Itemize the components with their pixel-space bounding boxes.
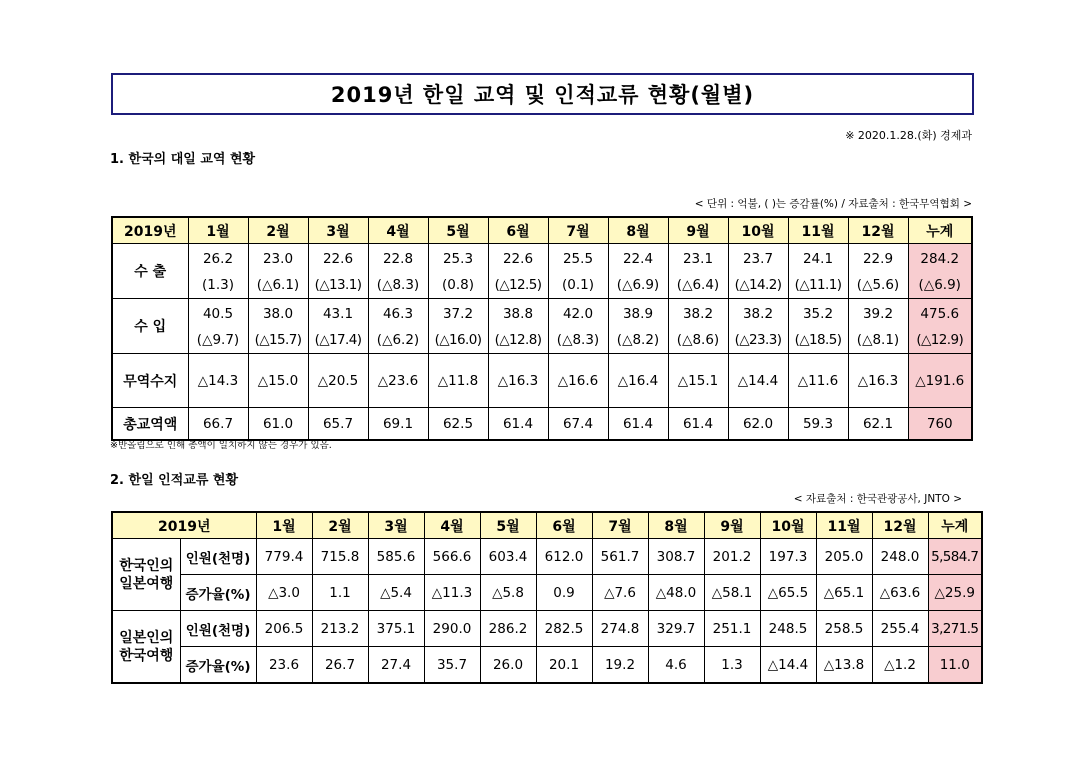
kr-people-cell: 5,584.7 [928, 539, 982, 575]
import-value-cell: 39.2 [848, 299, 908, 328]
total-cell: 61.0 [248, 408, 308, 441]
total-row [112, 408, 972, 441]
jp-rate-cell: 26.7 [312, 647, 368, 684]
header-cell: 3월 [368, 512, 424, 539]
total-cell: 61.4 [488, 408, 548, 441]
header-cell: 10월 [760, 512, 816, 539]
jp-rate-cell: △1.2 [872, 647, 928, 684]
export-value-cell: 284.2 [908, 244, 972, 273]
kr-people-row [112, 539, 982, 575]
import-rate-row [112, 327, 972, 354]
import-rate-cell: (△8.1) [848, 327, 908, 354]
header-cell: 2019년 [112, 512, 256, 539]
import-rate-cell: (△17.4) [308, 327, 368, 354]
export-rate-cell: (0.8) [428, 272, 488, 299]
kr-rate-cell: △11.3 [424, 575, 480, 611]
exchange-header-row [112, 512, 982, 539]
jp-group-label: 일본인의 한국여행 [112, 611, 180, 684]
kr-people-cell: 197.3 [760, 539, 816, 575]
export-value-cell: 25.5 [548, 244, 608, 273]
total-cell: 65.7 [308, 408, 368, 441]
kr-rate-cell: 0.9 [536, 575, 592, 611]
kr-rate-cell: △58.1 [704, 575, 760, 611]
header-cell: 2월 [312, 512, 368, 539]
export-rate-cell: (△11.1) [788, 272, 848, 299]
balance-cell: △11.8 [428, 354, 488, 408]
balance-cell: △191.6 [908, 354, 972, 408]
jp-people-cell: 255.4 [872, 611, 928, 647]
jp-people-cell: 282.5 [536, 611, 592, 647]
kr-people-cell: 779.4 [256, 539, 312, 575]
date-note: ※ 2020.1.28.(화) 경제과 [845, 129, 972, 142]
kr-people-cell: 715.8 [312, 539, 368, 575]
total-cell: 67.4 [548, 408, 608, 441]
header-cell: 12월 [872, 512, 928, 539]
total-cell: 760 [908, 408, 972, 441]
import-value-cell: 42.0 [548, 299, 608, 328]
export-rate-cell: (△13.1) [308, 272, 368, 299]
header-cell: 3월 [308, 217, 368, 244]
import-rate-cell: (△12.9) [908, 327, 972, 354]
jp-people-cell: 290.0 [424, 611, 480, 647]
kr-rate-cell: △63.6 [872, 575, 928, 611]
export-value-cell: 22.4 [608, 244, 668, 273]
trade-table [111, 216, 973, 441]
header-cell: 누계 [908, 217, 972, 244]
header-cell: 11월 [816, 512, 872, 539]
header-cell: 9월 [704, 512, 760, 539]
jp-rate-cell: 11.0 [928, 647, 982, 684]
header-cell: 8월 [608, 217, 668, 244]
export-value-cell: 24.1 [788, 244, 848, 273]
jp-people-cell: 251.1 [704, 611, 760, 647]
section2-heading: 2. 한일 인적교류 현황 [110, 473, 239, 488]
header-cell: 1월 [256, 512, 312, 539]
kr-people-cell: 561.7 [592, 539, 648, 575]
jp-people-row [112, 611, 982, 647]
export-rate-row [112, 272, 972, 299]
header-cell: 10월 [728, 217, 788, 244]
header-cell: 1월 [188, 217, 248, 244]
import-value-cell: 43.1 [308, 299, 368, 328]
import-value-cell: 38.9 [608, 299, 668, 328]
rounding-footnote: ※반올림으로 인해 총액이 일치하지 않는 경우가 있음. [110, 440, 332, 451]
jp-rate-cell: 4.6 [648, 647, 704, 684]
total-cell: 69.1 [368, 408, 428, 441]
export-value-cell: 23.1 [668, 244, 728, 273]
jp-people-cell: 286.2 [480, 611, 536, 647]
kr-people-cell: 566.6 [424, 539, 480, 575]
export-value-cell: 26.2 [188, 244, 248, 273]
jp-rate-cell: 26.0 [480, 647, 536, 684]
kr-people-cell: 612.0 [536, 539, 592, 575]
export-rate-cell: (△5.6) [848, 272, 908, 299]
export-value-row [112, 244, 972, 273]
import-rate-cell: (△8.6) [668, 327, 728, 354]
unit-note: < 단위 : 억불, ( )는 증감률(%) / 자료출처 : 한국무역협회 > [694, 198, 972, 210]
jp-people-cell: 248.5 [760, 611, 816, 647]
jp-rate-row [112, 647, 982, 684]
jp-rate-cell: △13.8 [816, 647, 872, 684]
total-cell: 62.5 [428, 408, 488, 441]
import-value-cell: 38.2 [668, 299, 728, 328]
balance-cell: △11.6 [788, 354, 848, 408]
import-rate-cell: (△18.5) [788, 327, 848, 354]
jp-people-cell: 375.1 [368, 611, 424, 647]
kr-people-cell: 205.0 [816, 539, 872, 575]
header-cell: 7월 [548, 217, 608, 244]
export-value-cell: 22.8 [368, 244, 428, 273]
kr-rate-cell: △65.1 [816, 575, 872, 611]
header-cell: 4월 [424, 512, 480, 539]
kr-group-label: 한국인의 일본여행 [112, 539, 180, 611]
import-rate-cell: (△8.3) [548, 327, 608, 354]
total-cell: 59.3 [788, 408, 848, 441]
page-title: 2019년 한일 교역 및 인적교류 현황(월별) [111, 73, 974, 115]
kr-rate-cell: △5.8 [480, 575, 536, 611]
jp-people-cell: 258.5 [816, 611, 872, 647]
import-label: 수 입 [112, 299, 188, 354]
balance-cell: △20.5 [308, 354, 368, 408]
import-value-cell: 35.2 [788, 299, 848, 328]
import-value-row [112, 299, 972, 328]
import-value-cell: 46.3 [368, 299, 428, 328]
jp-rate-cell: 20.1 [536, 647, 592, 684]
export-rate-cell: (△8.3) [368, 272, 428, 299]
total-cell: 62.1 [848, 408, 908, 441]
balance-label: 무역수지 [112, 354, 188, 408]
kr-rate-cell: △3.0 [256, 575, 312, 611]
jp-rate-cell: 27.4 [368, 647, 424, 684]
export-value-cell: 23.0 [248, 244, 308, 273]
import-rate-cell: (△12.8) [488, 327, 548, 354]
jp-rate-cell: 23.6 [256, 647, 312, 684]
balance-cell: △16.4 [608, 354, 668, 408]
header-cell: 4월 [368, 217, 428, 244]
import-rate-cell: (△9.7) [188, 327, 248, 354]
export-value-cell: 23.7 [728, 244, 788, 273]
kr-rate-row [112, 575, 982, 611]
total-cell: 66.7 [188, 408, 248, 441]
trade-header-row [112, 217, 972, 244]
balance-cell: △14.3 [188, 354, 248, 408]
import-rate-cell: (△15.7) [248, 327, 308, 354]
import-value-cell: 37.2 [428, 299, 488, 328]
header-cell: 9월 [668, 217, 728, 244]
kr-people-cell: 248.0 [872, 539, 928, 575]
kr-rate-cell: △5.4 [368, 575, 424, 611]
people-label: 인원(천명) [180, 539, 256, 575]
header-cell: 6월 [488, 217, 548, 244]
import-value-cell: 38.0 [248, 299, 308, 328]
import-value-cell: 38.2 [728, 299, 788, 328]
header-cell: 11월 [788, 217, 848, 244]
export-rate-cell: (△6.4) [668, 272, 728, 299]
kr-people-cell: 585.6 [368, 539, 424, 575]
balance-cell: △16.6 [548, 354, 608, 408]
kr-rate-cell: △48.0 [648, 575, 704, 611]
balance-cell: △15.1 [668, 354, 728, 408]
jp-rate-cell: △14.4 [760, 647, 816, 684]
total-label: 총교역액 [112, 408, 188, 441]
total-cell: 62.0 [728, 408, 788, 441]
kr-rate-cell: △7.6 [592, 575, 648, 611]
header-cell: 6월 [536, 512, 592, 539]
people-label: 인원(천명) [180, 611, 256, 647]
header-cell: 5월 [480, 512, 536, 539]
total-cell: 61.4 [608, 408, 668, 441]
rate-label: 증가율(%) [180, 575, 256, 611]
import-rate-cell: (△8.2) [608, 327, 668, 354]
import-value-cell: 40.5 [188, 299, 248, 328]
export-rate-cell: (△12.5) [488, 272, 548, 299]
jp-people-cell: 329.7 [648, 611, 704, 647]
exchange-table [111, 511, 983, 684]
export-rate-cell: (△6.1) [248, 272, 308, 299]
jp-people-cell: 206.5 [256, 611, 312, 647]
source-note: < 자료출처 : 한국관광공사, JNTO > [793, 493, 962, 505]
export-rate-cell: (1.3) [188, 272, 248, 299]
export-rate-cell: (0.1) [548, 272, 608, 299]
jp-people-cell: 3,271.5 [928, 611, 982, 647]
header-cell: 8월 [648, 512, 704, 539]
balance-cell: △15.0 [248, 354, 308, 408]
jp-rate-cell: 1.3 [704, 647, 760, 684]
kr-rate-cell: 1.1 [312, 575, 368, 611]
export-value-cell: 22.6 [488, 244, 548, 273]
kr-rate-cell: △65.5 [760, 575, 816, 611]
import-value-cell: 475.6 [908, 299, 972, 328]
export-rate-cell: (△6.9) [908, 272, 972, 299]
kr-people-cell: 201.2 [704, 539, 760, 575]
balance-cell: △16.3 [848, 354, 908, 408]
total-cell: 61.4 [668, 408, 728, 441]
kr-people-cell: 603.4 [480, 539, 536, 575]
header-cell: 2월 [248, 217, 308, 244]
jp-rate-cell: 35.7 [424, 647, 480, 684]
balance-cell: △14.4 [728, 354, 788, 408]
export-value-cell: 22.6 [308, 244, 368, 273]
jp-rate-cell: 19.2 [592, 647, 648, 684]
kr-people-cell: 308.7 [648, 539, 704, 575]
header-cell: 2019년 [112, 217, 188, 244]
section1-heading: 1. 한국의 대일 교역 현황 [110, 152, 256, 167]
rate-label: 증가율(%) [180, 647, 256, 684]
export-value-cell: 25.3 [428, 244, 488, 273]
import-value-cell: 38.8 [488, 299, 548, 328]
balance-cell: △16.3 [488, 354, 548, 408]
import-rate-cell: (△16.0) [428, 327, 488, 354]
header-cell: 12월 [848, 217, 908, 244]
header-cell: 5월 [428, 217, 488, 244]
header-cell: 7월 [592, 512, 648, 539]
export-label: 수 출 [112, 244, 188, 299]
jp-people-cell: 213.2 [312, 611, 368, 647]
export-value-cell: 22.9 [848, 244, 908, 273]
import-rate-cell: (△6.2) [368, 327, 428, 354]
header-cell: 누계 [928, 512, 982, 539]
jp-people-cell: 274.8 [592, 611, 648, 647]
import-rate-cell: (△23.3) [728, 327, 788, 354]
export-rate-cell: (△6.9) [608, 272, 668, 299]
balance-cell: △23.6 [368, 354, 428, 408]
kr-rate-cell: △25.9 [928, 575, 982, 611]
balance-row [112, 354, 972, 408]
export-rate-cell: (△14.2) [728, 272, 788, 299]
